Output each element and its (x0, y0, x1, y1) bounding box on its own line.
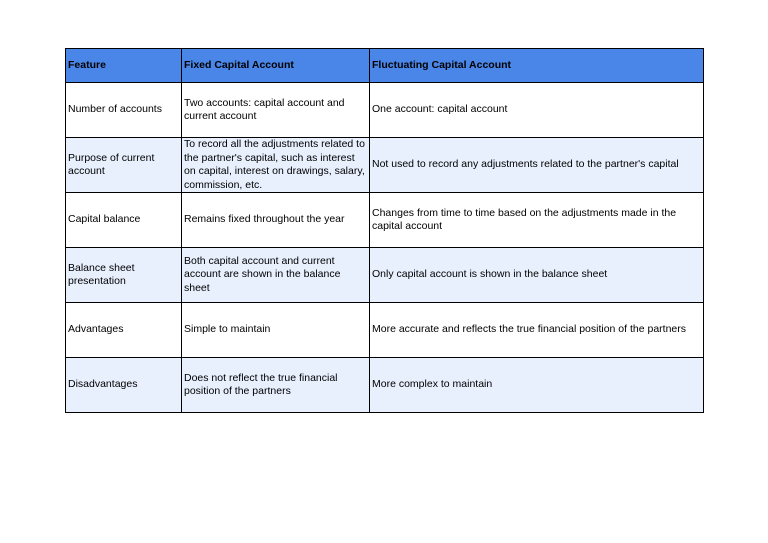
header-fluctuating-capital: Fluctuating Capital Account (370, 49, 704, 83)
table-header-row (66, 49, 704, 83)
fixed-cell: Simple to maintain (182, 303, 370, 358)
feature-cell: Purpose of current account (66, 138, 182, 193)
fixed-cell: Two accounts: capital account and current account (182, 83, 370, 138)
fluctuating-cell: Not used to record any adjustments related to the partner's capital (370, 138, 704, 193)
fluctuating-cell: Only capital account is shown in the balance sheet (370, 248, 704, 303)
fixed-cell: To record all the adjustments related to the partner's capital, such as interest on capital, interest on drawings, salary, commission, etc. (182, 138, 370, 193)
fluctuating-cell: Changes from time to time based on the adjustments made in the capital account (370, 193, 704, 248)
table-row (66, 248, 704, 303)
fixed-cell: Does not reflect the true financial position of the partners (182, 358, 370, 413)
header-feature: Feature (66, 49, 182, 83)
fluctuating-cell: One account: capital account (370, 83, 704, 138)
table-row (66, 83, 704, 138)
feature-cell: Number of accounts (66, 83, 182, 138)
fluctuating-cell: More accurate and reflects the true financial position of the partners (370, 303, 704, 358)
header-fixed-capital: Fixed Capital Account (182, 49, 370, 83)
fixed-cell: Both capital account and current account are shown in the balance sheet (182, 248, 370, 303)
feature-cell: Disadvantages (66, 358, 182, 413)
table-row (66, 303, 704, 358)
feature-cell: Capital balance (66, 193, 182, 248)
comparison-table (65, 48, 704, 413)
feature-cell: Balance sheet presentation (66, 248, 182, 303)
fixed-cell: Remains fixed throughout the year (182, 193, 370, 248)
table-row (66, 193, 704, 248)
table-row (66, 358, 704, 413)
feature-cell: Advantages (66, 303, 182, 358)
fluctuating-cell: More complex to maintain (370, 358, 704, 413)
table-row (66, 138, 704, 193)
